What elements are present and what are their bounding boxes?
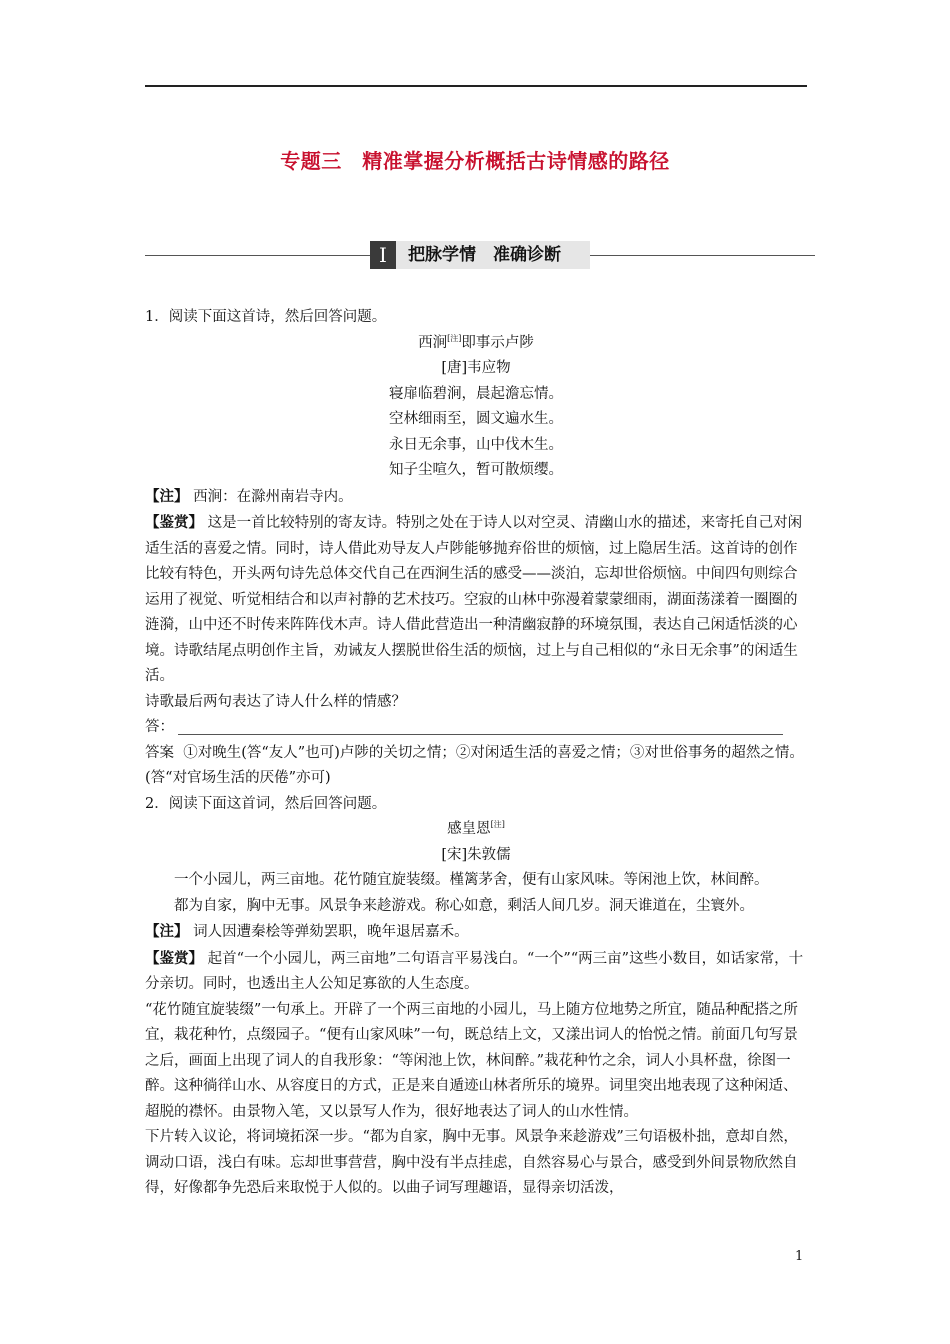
q1-note: 【注】 西涧：在滁州南岩寺内。 xyxy=(145,487,353,505)
q2-poem-title: 感皇恩[注] xyxy=(447,820,505,837)
q1-answer-field: 答： xyxy=(145,715,807,741)
q1-poem-line: 空林细雨至，圆文遍水生。 xyxy=(389,411,563,427)
q2-prompt: 2．阅读下面这首词，然后回答问题。 xyxy=(145,795,387,812)
document-body xyxy=(145,305,807,1202)
section-divider-right xyxy=(590,255,815,256)
q1-answer: 答案 ①对晚生(答“友人”也可)卢陟的关切之情；②对闲适生活的喜爱之情；③对世俗事务的超然之情。(答“对官场生活的厌倦”亦可) xyxy=(145,744,804,786)
q2-appreciation-para: 下片转入议论，将词境拓深一步。“都为自家，胸中无事。风景争来趁游戏”三句语极朴拙，意却自然，调动口语，浅白有味。忘却世事营营，胸中没有半点挂虑，自然容易心与景合，感受到外间景物欣然自得，好像都争先恐后来取悦于人似的。以曲子词写理趣语，显得亲切活泼， xyxy=(145,1129,798,1196)
q2-appreciation-para: “花竹随宜旋装缀”一句承上。开辟了一个两三亩地的小园儿，马上随方位地势之所宜，随品种配搭之所宜，栽花种竹，点缀园子。“便有山家风味”一句，既总结上文，又漾出词人的怡悦之情。前面几句写景之后，画面上出现了词人的自我形象：“等闲池上饮，林间醉。”栽花种竹之余，词人小具杯盘，徐图一醉。这种徜徉山水、从容度日的方式，正是来自遁迹山林者所乐的境界。词里突出地表现了这种闲适、超脱的襟怀。由景物入笔，又以景写人作为，很好地表达了词人的山水性情。 xyxy=(145,1001,798,1120)
page-number: 1 xyxy=(795,1249,804,1264)
section-divider-left xyxy=(145,255,370,256)
q1-appreciation: 【鉴赏】 这是一首比较特别的寄友诗。特别之处在于诗人以对空灵、清幽山水的描述，来寄托自己对闲适生活的喜爱之情。同时，诗人借此劝导友人卢陟能够抛弃俗世的烦恼，过上隐居生活。这首诗的创作比较有特色，开头两句诗先总体交代自己在西涧生活的感受——淡泊，忘却世俗烦恼。中间四句则综合运用了视觉、听觉相结合和以声衬静的艺术技巧。空寂的山林中弥漫着蒙蒙细雨，湖面荡漾着一圈圈的涟漪，山中还不时传来阵阵伐木声。诗人借此营造出一种清幽寂静的环境氛围，表达自己闲适恬淡的心境。诗歌结尾点明创作主旨，劝诫友人摆脱世俗生活的烦恼，过上与自己相似的“永日无余事”的闲适生活。 xyxy=(145,514,803,684)
q2-appreciation: 【鉴赏】 起首“一个小园儿，两三亩地”二句语言平易浅白。“一个”“两三亩”这些小数目，如话家常，十分亲切。同时，也透出主人公知足寡欲的人生态度。 xyxy=(145,949,804,992)
answer-line[interactable] xyxy=(178,719,783,735)
q2-stanza-1: 一个小园儿，两三亩地。花竹随宜旋装缀。槿篱茅舍，便有山家风味。等闲池上饮，林间醉。 xyxy=(174,872,769,888)
q2-note: 【注】 词人因遭秦桧等弹劾罢职，晚年退居嘉禾。 xyxy=(145,923,469,940)
q1-poem-title: 西涧[注]即事示卢陟 xyxy=(418,333,534,351)
q1-prompt: 1．阅读下面这首诗，然后回答问题。 xyxy=(145,309,387,325)
top-rule xyxy=(145,85,807,87)
q1-author: [唐]韦应物 xyxy=(441,360,511,376)
q2-stanza-2: 都为自家，胸中无事。风景争来趁游戏。称心如意，剩活人间几岁。洞天谁道在，尘寰外。 xyxy=(174,897,754,914)
q1-poem-line: 寝扉临碧涧，晨起澹忘情。 xyxy=(389,385,563,402)
q1-question: 诗歌最后两句表达了诗人什么样的情感？ xyxy=(145,693,406,710)
q1-title-note: [注] xyxy=(447,333,462,343)
section-label: 把脉学情 准确诊断 xyxy=(396,241,590,269)
section-number: Ⅰ xyxy=(370,241,396,269)
q1-poem-line: 知子尘喧久，暂可散烦缨。 xyxy=(389,462,563,478)
q2-title-note: [注] xyxy=(490,820,505,829)
page-title: 专题三 精准掌握分析概括古诗情感的路径 xyxy=(280,149,670,173)
q2-author: [宋]朱敦儒 xyxy=(441,846,511,863)
q1-poem-line: 永日无余事，山中伐木生。 xyxy=(389,436,563,453)
